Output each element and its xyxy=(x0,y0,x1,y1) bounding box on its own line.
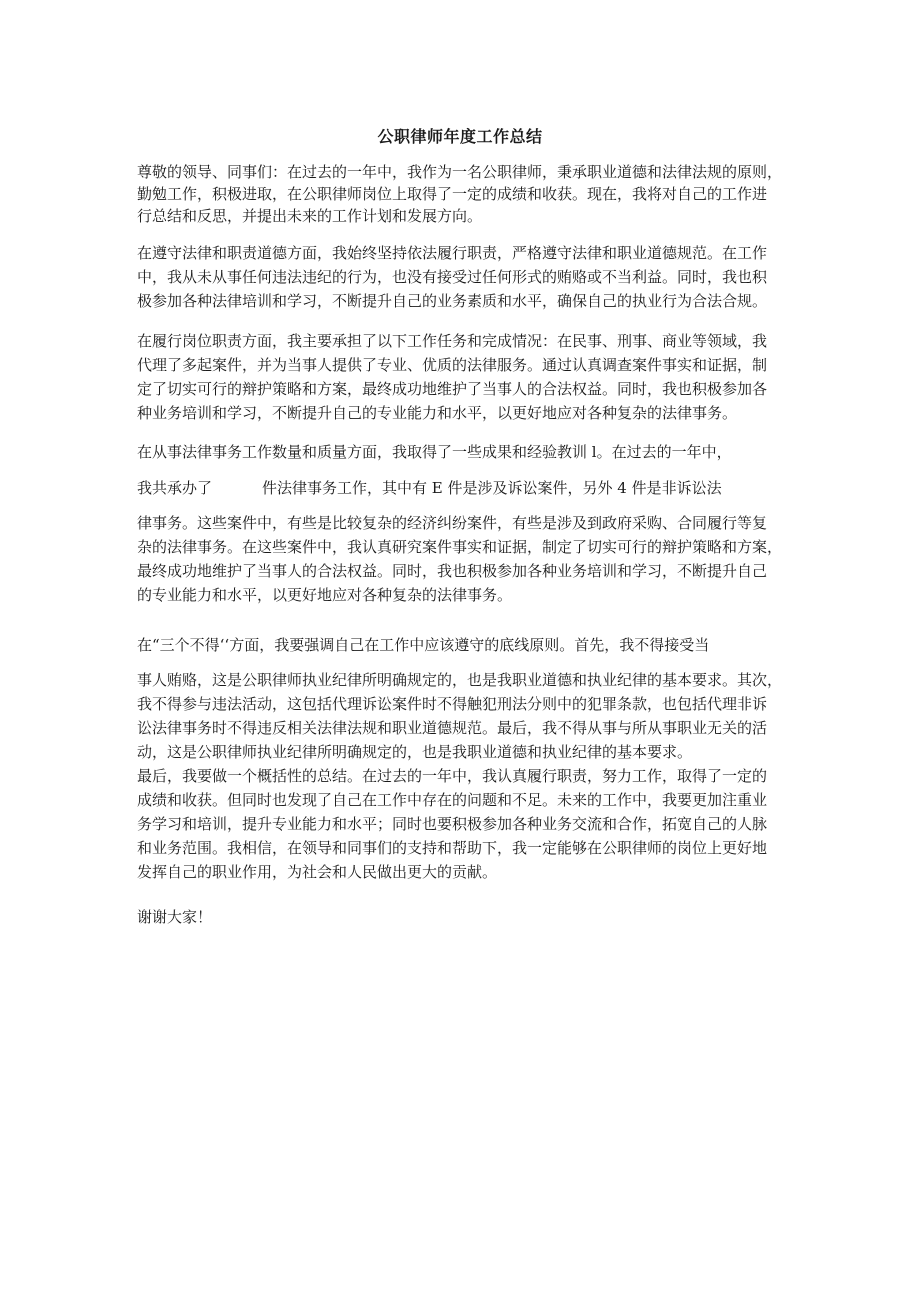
three-rules-line: 讼法律事务时不得违反相关法律法规和职业道德规范。最后，我不得从事与所从事职业无关的活 xyxy=(137,719,768,737)
closing-line: 最后，我要做一个概括性的总结。在过去的一年中，我认真履行职责，努力工作，取得了一定的 xyxy=(137,767,768,785)
closing-line: 务学习和培训，提升专业能力和水平；同时也要积极参加各种业务交流和合作，拓宽自己的人脉 xyxy=(137,815,768,833)
quantity-line: 律事务。这些案件中，有些是比较复杂的经济纠纷案件，有些是涉及到政府采购、合同履行等复 xyxy=(137,514,768,532)
intro-line: 勤勉工作，积极进取，在公职律师岗位上取得了一定的成绩和收获。现在，我将对自己的工作进 xyxy=(137,185,768,203)
three-rules-line: 动，这是公职律师执业纪律所明确规定的，也是我职业道德和执业纪律的基本要求。 xyxy=(137,743,693,761)
closing-line: 和业务范围。我相信，在领导和同事们的支持和帮助下，我一定能够在公职律师的岗位上更好地 xyxy=(137,839,768,857)
three-rules-line: 事人贿赂，这是公职律师执业纪律所明确规定的，也是我职业道德和执业纪律的基本要求。其次， xyxy=(137,671,783,689)
closing-line: 发挥自己的职业作用，为社会和人民做出更大的贡献。 xyxy=(137,863,498,881)
duties-line: 种业务培训和学习，不断提升自己的专业能力和水平，以更好地应对各种复杂的法律事务。 xyxy=(137,404,738,422)
quantity-count-line xyxy=(137,477,722,499)
document-title: 公职律师年度工作总结 xyxy=(377,127,543,146)
three-rules-line: 我不得参与违法活动，这包括代理诉讼案件时不得触犯刑法分则中的犯罪条款，也包括代理非诉 xyxy=(137,695,768,713)
quantity-line: 在从事法律事务工作数量和质量方面，我取得了一些成果和经验教训 l。在过去的一年中， xyxy=(137,443,732,461)
quantity-line: 最终成功地维护了当事人的合法权益。同时，我也积极参加各种业务培训和学习，不断提升自己 xyxy=(137,562,768,580)
intro-line: 行总结和反思，并提出未来的工作计划和发展方向。 xyxy=(137,207,483,225)
quantity-count-after: 件法律事务工作，其中有 E 件是涉及诉讼案件，另外 4 件是非诉讼法 xyxy=(262,479,722,497)
three-rules-line: 在“三个不得‘‘方面，我要强调自己在工作中应该遵守的底线原则。首先，我不得接受当 xyxy=(137,636,710,654)
duties-line: 定了切实可行的辩护策略和方案，最终成功地维护了当事人的合法权益。同时，我也积极参加各 xyxy=(137,380,768,398)
duties-line: 在履行岗位职责方面，我主要承担了以下工作任务和完成情况：在民事、刑事、商业等领域，我 xyxy=(137,332,768,350)
quantity-line: 杂的法律事务。在这些案件中，我认真研究案件事实和证据，制定了切实可行的辩护策略和方案， xyxy=(137,538,783,556)
compliance-line: 极参加各种法律培训和学习，不断提升自己的业务素质和水平，确保自己的执业行为合法合规。 xyxy=(137,292,768,310)
quantity-count-before: 我共承办了 xyxy=(137,479,213,497)
intro-line: 尊敬的领导、同事们：在过去的一年中，我作为一名公职律师，秉承职业道德和法律法规的原则， xyxy=(137,163,783,181)
compliance-line: 在遵守法律和职责道德方面，我始终坚持依法履行职责，严格遵守法律和职业道德规范。在工作 xyxy=(137,244,768,262)
quantity-line: 的专业能力和水平，以更好地应对各种复杂的法律事务。 xyxy=(137,586,513,604)
closing-thanks: 谢谢大家！ xyxy=(137,908,213,926)
compliance-line: 中，我从未从事任何违法违纪的行为，也没有接受过任何形式的贿赂或不当利益。同时，我也积 xyxy=(137,268,768,286)
duties-line: 代理了多起案件，并为当事人提供了专业、优质的法律服务。通过认真调查案件事实和证据，制 xyxy=(137,356,768,374)
closing-line: 成绩和收获。但同时也发现了自己在工作中存在的问题和不足。未来的工作中，我要更加注重业 xyxy=(137,791,768,809)
